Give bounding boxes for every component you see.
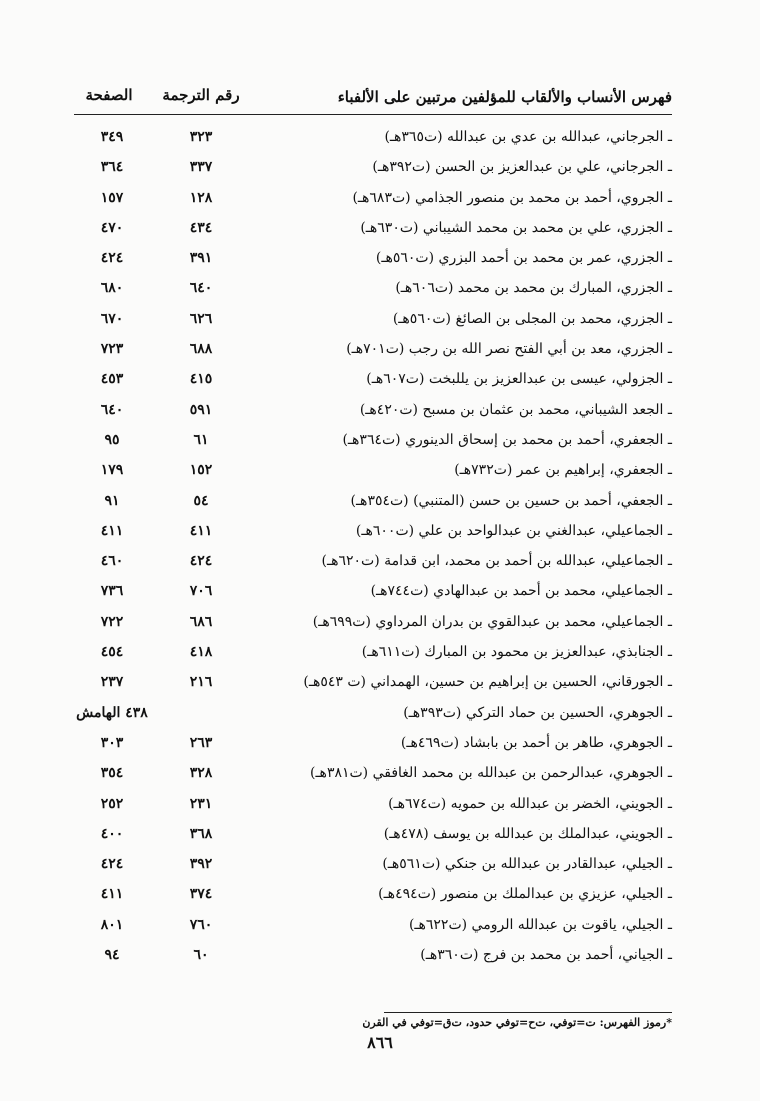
page-number-cell: ٤٣٨ الهامش — [76, 704, 148, 721]
author-name: ـ الجنابذي، عبدالعزيز بن محمود بن المبارك (ت٦١١هـ) — [361, 644, 672, 661]
page-number-cell: ٧٣٦ — [100, 583, 124, 600]
author-name: ـ الجرجاني، علي بن عبدالعزيز بن الحسن (ت٣٩٢هـ) — [372, 159, 672, 176]
table-row — [74, 762, 672, 792]
page-number-cell: ٦٤٠ — [100, 401, 124, 418]
table-row — [74, 702, 672, 732]
tarjama-number: ٣٩٢ — [189, 856, 213, 873]
page-number-cell: ٤٦٠ — [100, 553, 124, 570]
author-name: ـ الجماعيلي، عبدالغني بن عبدالواحد بن علي (ت٦٠٠هـ) — [355, 522, 672, 539]
page-number-cell: ٣٦٤ — [100, 159, 124, 176]
author-name: ـ الجوهري، الحسين بن حماد التركي (ت٣٩٣هـ) — [403, 704, 672, 721]
page-number-cell: ٦٨٠ — [100, 280, 124, 297]
page-number-cell: ٢٥٢ — [100, 795, 124, 812]
table-row — [74, 277, 672, 307]
tarjama-number: ٢٦٣ — [189, 734, 213, 751]
table-row — [74, 641, 672, 671]
tarjama-number: ٧٦٠ — [189, 916, 213, 933]
author-name: ـ الجيلي، عبدالقادر بن عبدالله بن جنكي (ت٥٦١هـ) — [382, 856, 672, 873]
table-header — [74, 84, 672, 115]
page-number-cell: ٧٢٢ — [100, 613, 124, 630]
tarjama-number: ٣٣٧ — [189, 159, 213, 176]
author-name: ـ الجزري، معد بن أبي الفتح نصر الله بن رجب (ت٧٠١هـ) — [346, 341, 672, 358]
author-name: ـ الجيلي، ياقوت بن عبدالله الرومي (ت٦٢٢هـ) — [408, 916, 672, 933]
index-table — [74, 126, 672, 974]
tarjama-number: ٢٣١ — [189, 795, 213, 812]
tarjama-number: ٦٠ — [193, 947, 209, 964]
table-row — [74, 580, 672, 610]
page-number-cell: ٤٥٤ — [100, 644, 124, 661]
tarjama-number: ٤١١ — [189, 522, 213, 539]
tarjama-number: ٢١٦ — [189, 674, 213, 691]
page-number-cell: ١٥٧ — [100, 189, 124, 206]
table-row — [74, 338, 672, 368]
tarjama-number: ٤٢٤ — [189, 553, 213, 570]
page-number-cell: ٤١١ — [100, 522, 124, 539]
table-row — [74, 247, 672, 277]
page-number-cell: ٣٤٩ — [100, 129, 124, 145]
tarjama-number: ٤٣٤ — [189, 219, 213, 236]
tarjama-number: ٣٢٨ — [189, 765, 213, 782]
column-header-tarjama: رقم الترجمة — [162, 86, 240, 104]
tarjama-number: ٦٤٠ — [189, 280, 213, 297]
author-name: ـ الجزولي، عيسى بن عبدالعزيز بن يللبخت (ت٦٠٧هـ) — [366, 371, 672, 388]
table-row — [74, 883, 672, 913]
table-row — [74, 520, 672, 550]
tarjama-number: ٥٩١ — [189, 401, 213, 418]
tarjama-number: ٣٧٤ — [189, 886, 213, 903]
table-row — [74, 611, 672, 641]
tarjama-number: ٣٩١ — [189, 250, 213, 267]
table-row — [74, 671, 672, 701]
page-number: ٨٦٦ — [367, 1033, 393, 1052]
page-number-cell: ٤٢٤ — [100, 250, 124, 267]
author-name: ـ الجيلي، عزيزي بن عبدالملك بن منصور (ت٤٩٤هـ) — [378, 886, 672, 903]
table-row — [74, 490, 672, 520]
tarjama-number: ٦٨٦ — [189, 613, 213, 630]
column-header-page: الصفحة — [85, 86, 133, 104]
author-name: ـ الجوهري، عبدالرحمن بن عبدالله بن محمد الغافقي (ت٣٨١هـ) — [309, 765, 672, 782]
tarjama-number: ٦٨٨ — [189, 341, 213, 358]
author-name: ـ الجزري، عمر بن محمد بن أحمد البزري (ت٥٦٠هـ) — [375, 250, 672, 267]
tarjama-number: ٤١٥ — [189, 371, 213, 388]
author-name: ـ الجعد الشيباني، محمد بن عثمان بن مسبح (ت٤٢٠هـ) — [359, 401, 672, 418]
author-name: ـ الجوهري، طاهر بن أحمد بن بابشاد (ت٤٦٩هـ) — [400, 734, 672, 751]
tarjama-number: ٦٢٦ — [189, 310, 213, 327]
table-row — [74, 823, 672, 853]
table-row — [74, 944, 672, 974]
author-name: ـ الجزري، علي بن محمد بن محمد الشيباني (ت٦٣٠هـ) — [360, 219, 672, 236]
tarjama-number: ٣٢٣ — [189, 129, 213, 145]
table-row — [74, 853, 672, 883]
page-number-cell: ٤٢٤ — [100, 856, 124, 873]
tarjama-number: ١٢٨ — [189, 189, 213, 206]
table-row — [74, 368, 672, 398]
footnote — [362, 1012, 672, 1029]
page-number-cell: ٩٤ — [104, 947, 120, 964]
author-name: ـ الجعفي، أحمد بن حسين بن حسن (المتنبي) (ت٣٥٤هـ) — [350, 492, 672, 509]
footnote-text: *رموز الفهرس: ت=توفي، ت‌ح=توفي حدود، ت‌ق=توفي في القرن — [362, 1016, 672, 1029]
author-name: ـ الجياني، أحمد بن محمد بن فرج (ت٣٦٠هـ) — [420, 947, 672, 964]
author-name: ـ الجزري، محمد بن المجلى بن الصائغ (ت٥٦٠هـ) — [392, 310, 672, 327]
page-number-cell: ٤٠٠ — [100, 825, 124, 842]
table-row — [74, 732, 672, 762]
author-name: ـ الجورقاني، الحسين بن إبراهيم بن حسين، الهمداني (ت ٥٤٣هـ) — [303, 674, 672, 691]
page-number-cell: ٦٧٠ — [100, 310, 124, 327]
tarjama-number: ٦١ — [193, 431, 209, 448]
table-row — [74, 459, 672, 489]
author-name: ـ الجروي، أحمد بن محمد بن منصور الجذامي (ت٦٨٣هـ) — [352, 189, 672, 206]
author-name: ـ الجماعيلي، عبدالله بن أحمد بن محمد، ابن قدامة (ت٦٢٠هـ) — [321, 553, 672, 570]
author-name: ـ الجزري، المبارك بن محمد بن محمد (ت٦٠٦هـ) — [395, 280, 672, 297]
page-number-cell: ٩١ — [104, 492, 120, 509]
page-number-cell: ٩٥ — [104, 431, 120, 448]
page-title: فهرس الأنساب والألقاب للمؤلفين مرتبين على الألفباء — [337, 88, 672, 106]
page-number-cell: ١٧٩ — [100, 462, 124, 479]
author-name: ـ الجرجاني، عبدالله بن عدي بن عبدالله (ت٣٦٥هـ) — [384, 129, 672, 145]
table-row — [74, 914, 672, 944]
page-number-cell: ٤٥٣ — [100, 371, 124, 388]
tarjama-number: ٥٤ — [193, 492, 209, 509]
table-row — [74, 793, 672, 823]
tarjama-number: ١٥٢ — [189, 462, 213, 479]
table-row — [74, 156, 672, 186]
tarjama-number: ٧٠٦ — [189, 583, 213, 600]
tarjama-number: ٣٦٨ — [189, 825, 213, 842]
table-row — [74, 429, 672, 459]
author-name: ـ الجويني، الخضر بن عبدالله بن حمويه (ت٦٧٤هـ) — [388, 795, 672, 812]
page-number-cell: ٤٧٠ — [100, 219, 124, 236]
author-name: ـ الجعفري، إبراهيم بن عمر (ت٧٣٢هـ) — [454, 462, 672, 479]
table-row — [74, 308, 672, 338]
author-name: ـ الجماعيلي، محمد بن عبدالقوي بن بدران المرداوي (ت٦٩٩هـ) — [312, 613, 672, 630]
table-row — [74, 126, 672, 156]
author-name: ـ الجماعيلي، محمد بن أحمد بن عبدالهادي (ت٧٤٤هـ) — [370, 583, 672, 600]
table-row — [74, 550, 672, 580]
author-name: ـ الجويني، عبدالملك بن عبدالله بن يوسف (٤٧٨هـ) — [383, 825, 672, 842]
page-number-cell: ٤١١ — [100, 886, 124, 903]
table-row — [74, 217, 672, 247]
page-number-cell: ٨٠١ — [100, 916, 124, 933]
page-number-cell: ٧٢٣ — [100, 341, 124, 358]
table-row — [74, 399, 672, 429]
tarjama-number: ٤١٨ — [189, 644, 213, 661]
author-name: ـ الجعفري، أحمد بن محمد بن إسحاق الدينوري (ت٣٦٤هـ) — [342, 431, 672, 448]
page-number-cell: ٢٣٧ — [100, 674, 124, 691]
page-number-cell: ٣٠٣ — [100, 734, 124, 751]
page-number-cell: ٣٥٤ — [100, 765, 124, 782]
table-row — [74, 187, 672, 217]
